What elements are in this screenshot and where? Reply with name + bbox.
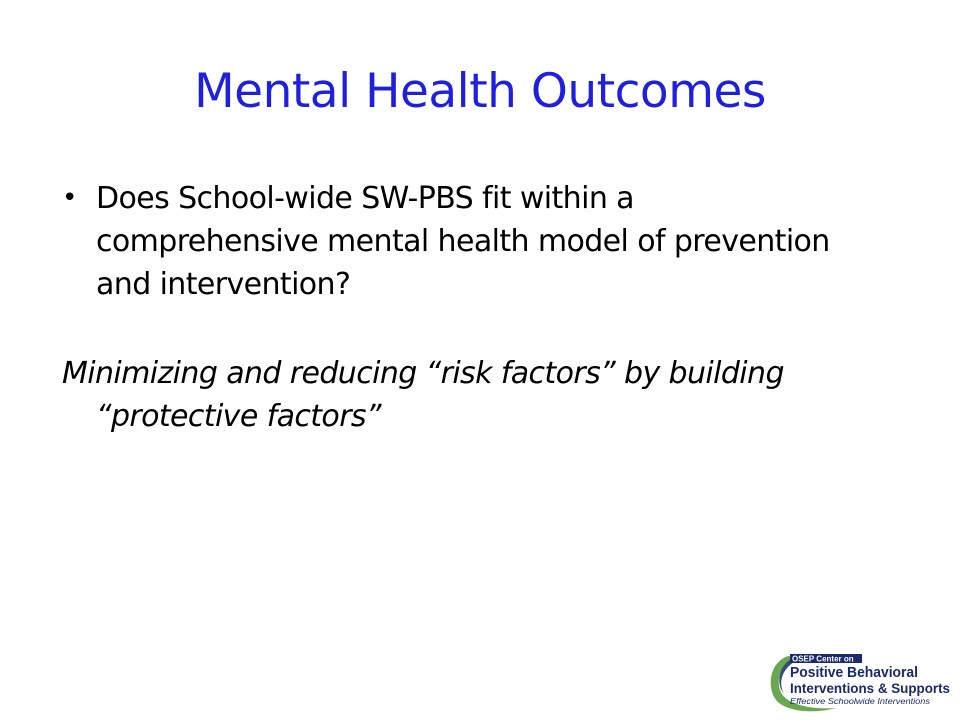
slide-body [62, 177, 862, 438]
slide-title: Mental Health Outcomes [194, 64, 766, 119]
bullet-text: Does School-wide SW-PBS fit within a comprehensive mental health model of prevention and intervention? [96, 181, 830, 302]
logo-line2: Positive Behavioral [790, 664, 918, 681]
logo-line1: OSEP Center on [792, 654, 854, 664]
logo-line4: Effective Schoolwide Interventions [790, 697, 930, 706]
bullet-item [62, 177, 862, 306]
italic-statement: Minimizing and reducing “risk factors” by building “protective factors” [62, 356, 784, 434]
pbis-logo [766, 652, 952, 714]
logo-line3: Interventions & Supports [790, 680, 951, 696]
bullet-icon: • [62, 183, 77, 213]
